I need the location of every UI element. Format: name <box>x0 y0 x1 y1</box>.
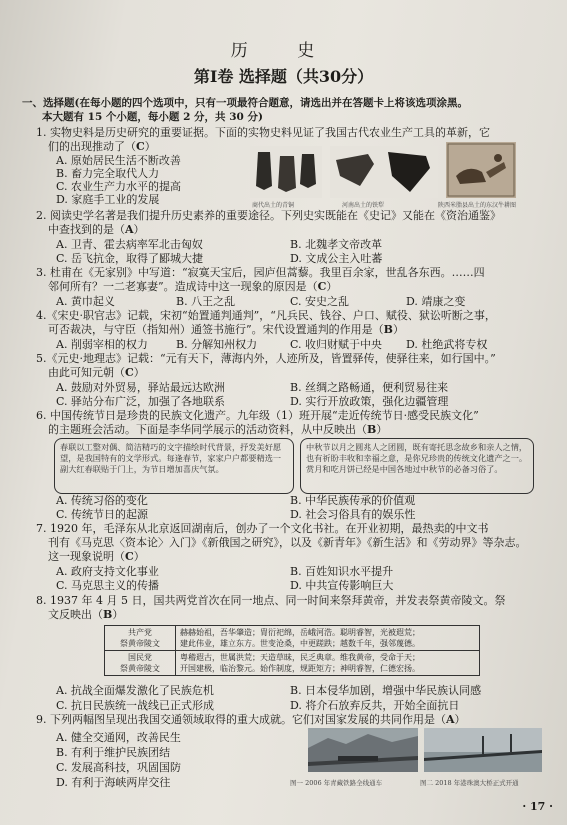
q4-option-c: C. 收归财赋于中央 <box>290 338 383 351</box>
q1-stem-line-2: 们的出现推动了（C） <box>48 140 156 153</box>
q8-stem-line-2: 文反映出（B） <box>48 608 124 621</box>
q3-option-d: D. 靖康之变 <box>406 295 466 308</box>
table-row <box>105 651 480 676</box>
q4-answer: B <box>383 323 393 336</box>
q3-option-c: C. 安史之乱 <box>290 295 350 308</box>
q2-option-c: C. 岳飞抗金，取得了郾城大捷 <box>56 252 204 265</box>
q4-option-d: D. 杜绝武将专权 <box>406 338 488 351</box>
q6-stem-line-2: 的主题班会活动。下面是李华同学展示的活动资料，从中反映出（B） <box>48 423 388 436</box>
eulogy-table <box>104 625 480 676</box>
kmt-text-cell: 粤稽遐古，世属洪荒；天造草昧，民乏典章。维我黄帝，受命于天； 开国建极，临治黎元。始作制度，规距矩方；神明睿智，仁德宏扬。 <box>176 651 480 676</box>
q5-option-b: B. 丝绸之路畅通，便利贸易往来 <box>290 381 449 394</box>
q8-option-b: B. 日本侵华加剧，增强中华民族认同感 <box>290 684 482 697</box>
q4-stem-line-2: 可否裁决，与守臣（指知州）通签书施行”。宋代设置通判的作用是（B） <box>48 323 404 336</box>
q7-stem-line-1: 7. 1920 年，毛泽东从北京返回湖南后，创办了一个文化书社。在开业初期，最热卖的中文书 <box>36 522 489 535</box>
q8-answer: B <box>103 608 113 621</box>
mid-autumn-card: 中秋节以月之圆兆人之团圆，既有寄托思念故乡和亲人之情，也有祈盼丰收和幸福之意，是你兄珍贵的传统文化遗产之一。赏月和吃月饼已经是中国各地过中秋节的必备习俗了。 <box>300 438 534 494</box>
q4-option-a: A. 削弱宰相的权力 <box>56 338 148 351</box>
intro-line-2: 本大题有 15 个小题，每小题 2 分，共 30 分) <box>42 111 263 123</box>
q5-option-c: C. 驿站分布广泛，加强了各地联系 <box>56 395 226 408</box>
q9-caption-2: 图二 2018 年港珠澳大桥正式开通 <box>420 779 519 787</box>
q6-answer: B <box>367 423 377 436</box>
spring-festival-card: 春联以工整对偶、简洁精巧的文字描绘时代背景，抒发美好愿望，是我国特有的文学形式。每逢春节，家家户户都要精选一副大红春联贴于门上，为节日增加喜庆气氛。 <box>54 438 294 494</box>
section-title: 第Ⅰ卷 选择题（共30分） <box>193 67 374 86</box>
q5-option-d: D. 实行开放政策，强化边疆管理 <box>290 395 449 408</box>
q7-option-c: C. 马克思主义的传播 <box>56 579 160 592</box>
q9-answer: A <box>446 713 455 726</box>
q1-option-a: A. 原始居民生活不断改善 <box>56 154 181 167</box>
q7-stem-line-3: 这一现象说明（C） <box>48 550 145 563</box>
q6-option-b: B. 中华民族传承的价值观 <box>290 494 416 507</box>
q9-option-a: A. 健全交通网，改善民生 <box>56 731 181 744</box>
cpc-text-cell: 赫赫始祖，吾华肇造；胄衍祀绵，岳峨河浩。聪明睿智，光被遐荒； 建此伟业，雄立东方。世变沧桑，中更蹉跌；越数千年，强邻蔑德。 <box>176 626 480 651</box>
q3-option-b: B. 八王之乱 <box>176 295 236 308</box>
q6-stem-line-1: 6. 中国传统节日是珍贵的民族文化遗产。九年级（1）班开展“走近传统节日·感受民族文化” <box>36 409 479 422</box>
q1-option-c: C. 农业生产力水平的提高 <box>56 180 182 193</box>
q2-stem-line-1: 2. 阅读史学名著是我们提升历史素养的重要途径。下列史实既能在《史记》又能在《资治通鉴》 <box>36 209 501 222</box>
q2-answer: A <box>125 223 134 236</box>
bronze-tool-image <box>250 146 322 198</box>
q1-caption-2: 河南出土的铁犁 <box>342 202 385 209</box>
q5-answer: C <box>125 366 134 379</box>
q8-option-a: A. 抗战全面爆发激化了民族危机 <box>56 684 214 697</box>
q2-option-d: D. 文成公主入吐蕃 <box>290 252 383 265</box>
q3-answer: C <box>317 280 327 293</box>
page-number: · 17 · <box>522 800 553 813</box>
q1-answer: C <box>136 140 145 153</box>
q3-stem-line-2: 邻何所有？一二老寡妻”。造成诗中这一现象的原因是（C） <box>48 280 338 293</box>
q7-option-d: D. 中共宣传影响巨大 <box>290 579 394 592</box>
q8-stem-line-1: 8. 1937 年 4 月 5 日，国共两党首次在同一地点、同一时间来祭拜黄帝，并发表祭黄帝陵文。祭 <box>36 594 506 607</box>
q5-option-a: A. 鼓励对外贸易，驿站最远达欧洲 <box>56 381 225 394</box>
q2-option-a: A. 卫青、霍去病率军北击匈奴 <box>56 238 203 251</box>
hzmb-bridge-image <box>424 728 542 772</box>
cpc-label-cell: 共产党 祭黄帝陵文 <box>105 626 176 651</box>
q1-caption-1: 商代出土的青铜 <box>252 202 295 209</box>
subject-title: 历 史 <box>230 41 337 61</box>
q5-stem-line-2: 由此可知元朝（C） <box>48 366 145 379</box>
q3-stem-line-1: 3. 杜甫在《无家别》中写道：“寂寞天宝后，园庐但蒿藜。我里百余家，世乱各东西。……四 <box>36 266 485 279</box>
q1-option-b: B. 畜力完全取代人力 <box>56 167 160 180</box>
ox-plough-mural-image <box>446 142 516 198</box>
q7-option-b: B. 百姓知识水平提升 <box>290 565 394 578</box>
q1-option-d: D. 家庭手工业的发展 <box>56 193 160 206</box>
q6-option-d: D. 社会习俗具有的娱乐性 <box>290 508 416 521</box>
q7-answer: C <box>125 550 134 563</box>
q2-stem-line-2: 中查找到的是（A） <box>48 223 145 236</box>
qinghai-tibet-railway-image <box>308 728 418 772</box>
q8-option-d: D. 将介石放弃反共，开始全面抗日 <box>290 699 460 712</box>
q6-option-c: C. 传统节日的起源 <box>56 508 149 521</box>
q3-option-a: A. 黄巾起义 <box>56 295 115 308</box>
q2-option-b: B. 北魏孝文帝改革 <box>290 238 383 251</box>
q1-caption-3: 陕西米脂县出土的东汉牛耕图 <box>438 202 517 209</box>
q9-caption-1: 图一 2006 年青藏铁路全线通车 <box>290 779 383 787</box>
q7-option-a: A. 政府支持文化事业 <box>56 565 159 578</box>
q5-stem-line-1: 5.《元史·地理志》记载：“元有天下，薄海内外，人迹所及，皆置驿传，使驿往来，如行国中。” <box>36 352 496 365</box>
table-row <box>105 626 480 651</box>
q7-stem-line-2: 刊有《马克思〈资本论〉入门》《新俄国之研究》，以及《新青年》《新生活》和《劳动界》等杂志。 <box>48 536 527 549</box>
q9-option-b: B. 有利于维护民族团结 <box>56 746 171 759</box>
q4-stem-line-1: 4.《宋史·职官志》记载，宋初“始置通判通判”，“凡兵民、钱谷、户口、赋役、狱讼听断之事， <box>36 309 496 322</box>
q9-option-c: C. 发展高科技，巩固国防 <box>56 761 182 774</box>
q9-option-d: D. 有利于海峡两岸交往 <box>56 776 171 789</box>
q9-stem-line-1: 9. 下列两幅图呈现出我国交通领域取得的重大成就。它们对国家发展的共同作用是（A） <box>36 713 466 726</box>
q6-option-a: A. 传统习俗的变化 <box>56 494 148 507</box>
q1-stem-line-1: 1. 实物史料是历史研究的重要证据。下面的实物史料见证了我国古代农业生产工具的革新，它 <box>36 126 490 139</box>
q4-option-b: B. 分解知州权力 <box>176 338 258 351</box>
q8-option-c: C. 抗日民族统一战线已正式形成 <box>56 699 215 712</box>
iron-plough-image <box>330 146 438 198</box>
kmt-label-cell: 国民党 祭黄帝陵文 <box>105 651 176 676</box>
intro-line-1: 一、选择题(在每小题的四个选项中，只有一项最符合题意，请选出并在答题卡上将该选项涂黑。 <box>22 97 468 109</box>
